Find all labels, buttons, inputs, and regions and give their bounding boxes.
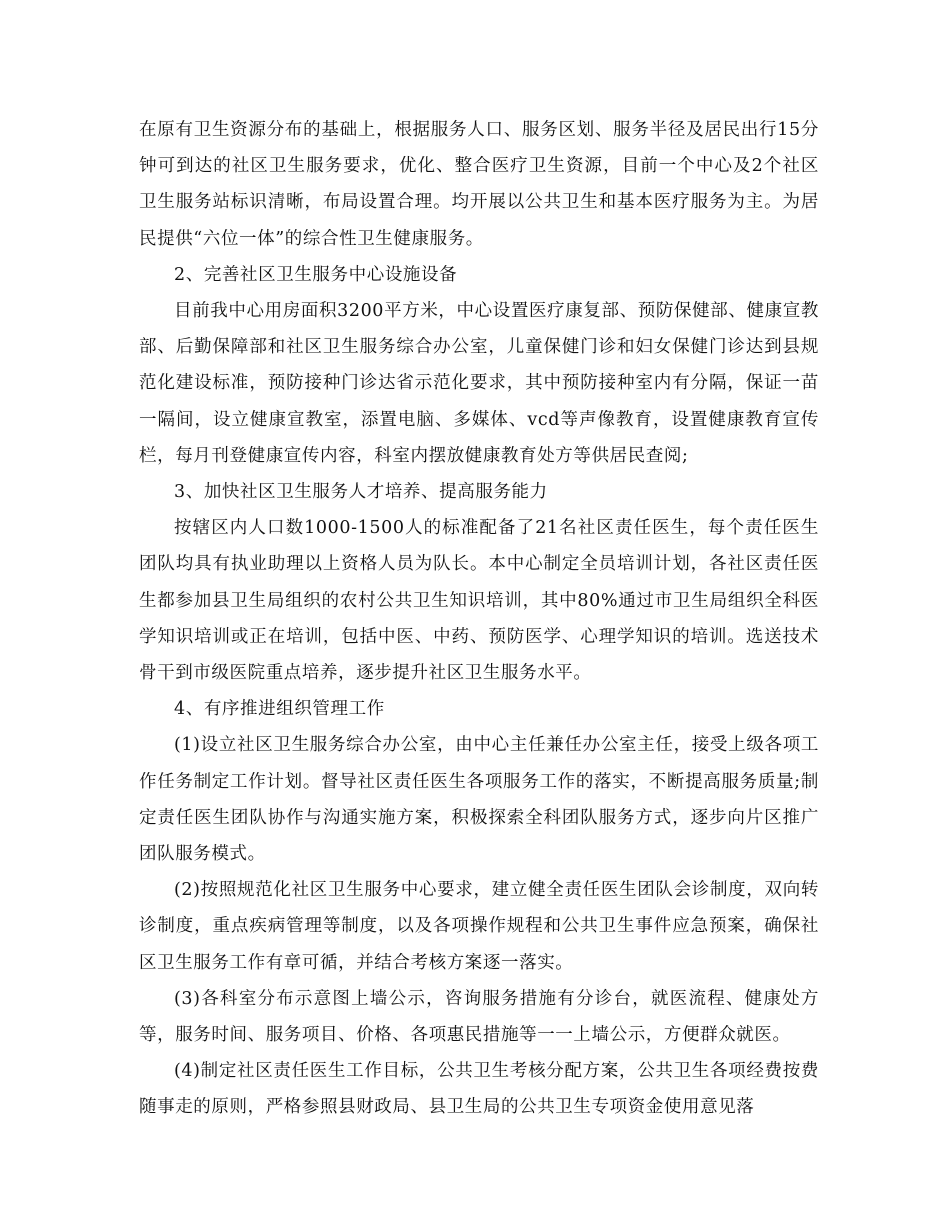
document-body bbox=[139, 112, 819, 1126]
paragraph-organization-3: (3)各科室分布示意图上墙公示，咨询服务措施有分诊台，就医流程、健康处方等，服务时间、服务项目、价格、各项惠民措施等一一上墙公示，方便群众就医。 bbox=[139, 988, 819, 1046]
paragraph-organization-2: (2)按照规范化社区卫生服务中心要求，建立健全责任医生团队会诊制度，双向转诊制度，重点疾病管理等制度，以及各项操作规程和公共卫生事件应急预案，确保社区卫生服务工作有章可循，并结合考核方案逐一落实。 bbox=[139, 880, 819, 973]
heading-talent-training: 3、加快社区卫生服务人才培养、提高服务能力 bbox=[174, 482, 548, 503]
paragraph-organization-4: (4)制定社区责任医生工作目标，公共卫生考核分配方案，公共卫生各项经费按费随事走的原则，严格参照县财政局、县卫生局的公共卫生专项资金使用意见落 bbox=[139, 1061, 819, 1118]
heading-organization: 4、有序推进组织管理工作 bbox=[174, 699, 385, 720]
heading-facilities: 2、完善社区卫生服务中心设施设备 bbox=[174, 264, 458, 285]
paragraph-organization-1: (1)设立社区卫生服务综合办公室，由中心主任兼任办公室主任，接受上级各项工作任务制定工作计划。督导社区责任医生各项服务工作的落实，不断提高服务质量;制定责任医生团队协作与沟通实施方案，积极探索全科团队服务方式，逐步向片区推广团队服务模式。 bbox=[139, 735, 819, 865]
paragraph-facilities: 目前我中心用房面积3200平方米，中心设置医疗康复部、预防保健部、健康宣教部、后勤保障部和社区卫生服务综合办公室，儿童保健门诊和妇女保健门诊达到县规范化建设标准，预防接种门诊达省示范化要求，其中预防接种室内有分隔，保证一苗一隔间，设立健康宣教室，添置电脑、多媒体、vcd等声像教育，设置健康教育宣传栏，每月刊登健康宣传内容，科室内摆放健康教育处方等供居民查阅; bbox=[139, 301, 819, 466]
paragraph-talent-training: 按辖区内人口数1000-1500人的标准配备了21名社区责任医生，每个责任医生团队均具有执业助理以上资格人员为队长。本中心制定全员培训计划，各社区责任医生都参加县卫生局组织的农村公共卫生知识培训，其中80%通过市卫生局组织全科医学知识培训或正在培训，包括中医、中药、预防医学、心理学知识的培训。选送技术骨干到市级医院重点培养，逐步提升社区卫生服务水平。 bbox=[139, 518, 819, 684]
paragraph-resource-layout: 在原有卫生资源分布的基础上，根据服务人口、服务区划、服务半径及居民出行15分钟可到达的社区卫生服务要求，优化、整合医疗卫生资源，目前一个中心及2个社区卫生服务站标识清晰，布局设置合理。均开展以公共卫生和基本医疗服务为主。为居民提供“六位一体”的综合性卫生健康服务。 bbox=[139, 120, 819, 249]
